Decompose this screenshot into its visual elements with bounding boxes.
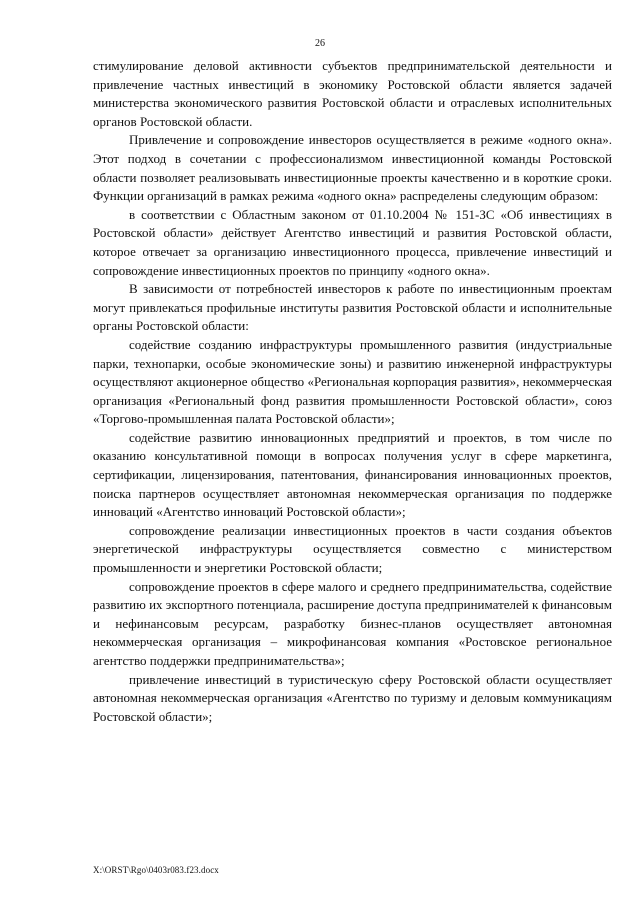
paragraph-7: сопровождение реализации инвестиционных проектов в части создания объектов энергетической инфраструктуры осуществляется совместно с министерством промышленности и энергетики Ростовской области; xyxy=(93,522,612,576)
paragraph-3: в соответствии с Областным законом от 01.10.2004 № 151-ЗС «Об инвестициях в Ростовской области» действует Агентство инвестиций и развития Ростовской области, которое отвечает за организацию инвестиционного процесса, привлечение инвестиций и сопровождение инвестиционных проектов по принципу «одного окна». xyxy=(93,206,612,278)
document-body xyxy=(93,57,612,726)
paragraph-2: Привлечение и сопровождение инвесторов осуществляется в режиме «одного окна». Этот подход в сочетании с профессионализмом инвестиционной команды Ростовской области позволяет реализовывать инвестиционные проекты качественно и в короткие сроки. Функции организаций в рамках режима «одного окна» распределены следующим образом: xyxy=(93,132,612,204)
paragraph-4: В зависимости от потребностей инвесторов к работе по инвестиционным проектам могут привлекаться профильные институты развития Ростовской области и исполнительные органы Ростовской области: xyxy=(93,281,612,334)
paragraph-9: привлечение инвестиций в туристическую сферу Ростовской области осуществляет автономная некоммерческая организация «Агентство по туризму и деловым коммуникациям Ростовской области»; xyxy=(93,671,612,724)
page-number: 26 xyxy=(315,38,325,49)
footer-file-path: X:\ORST\Rgo\0403r083.f23.docx xyxy=(93,865,219,875)
paragraph-8: сопровождение проектов в сфере малого и среднего предпринимательства, содействие развитию их экспортного потенциала, расширение доступа предпринимателей к финансовым и нефинансовым ресурсам, разработку бизнес-планов осуществляет автономная некоммерческая организация – микрофинансовая компания «Ростовское региональное агентство поддержки предпринимательства»; xyxy=(93,578,612,668)
paragraph-5: содействие созданию инфраструктуры промышленного развития (индустриальные парки, технопарки, особые экономические зоны) и развитию инженерной инфраструктуры осуществляют акционерное общество «Региональная корпорация развития», некоммерческая организация «Региональный фонд развития промышленности Ростовской области», союз «Торгово-промышленная палата Ростовской области»; xyxy=(93,336,612,427)
paragraph-1: стимулирование деловой активности субъектов предпринимательской деятельности и привлечение частных инвестиций в экономику Ростовской области является задачей министерства экономического развития Ростовской области и отраслевых исполнительных органов Ростовской области. xyxy=(93,58,612,129)
paragraph-6: содействие развитию инновационных предприятий и проектов, в том числе по оказанию консультативной помощи в вопросах получения услуг в сфере маркетинга, сертификации, лицензирования, патентования, финансирования инновационных проектов, поиска партнеров осуществляет автономная некоммерческая организация по поддержке инноваций «Агентство инноваций Ростовской области»; xyxy=(93,429,612,520)
